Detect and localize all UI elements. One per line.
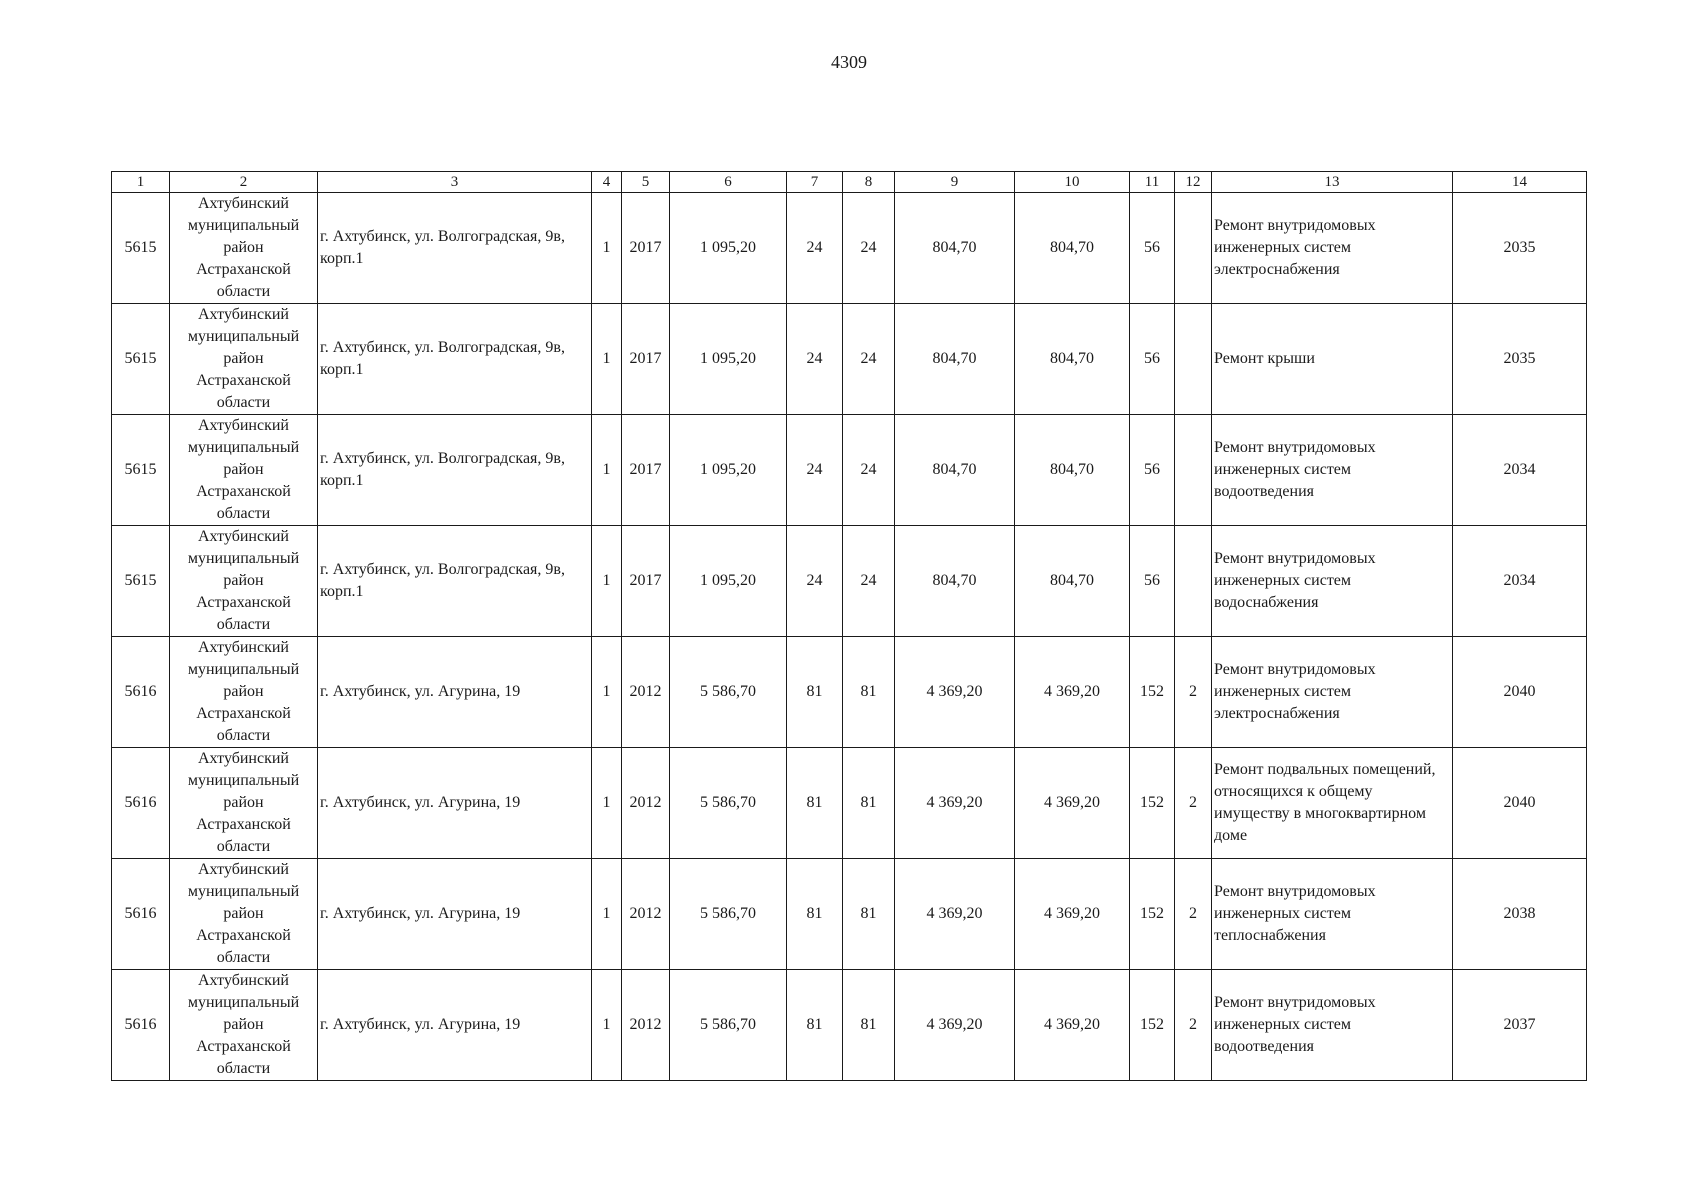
table-row [112, 637, 1587, 748]
cell-planned-year: 2034 [1453, 526, 1587, 637]
cell-col11: 56 [1130, 304, 1175, 415]
cell-work-type: Ремонт крыши [1212, 304, 1453, 415]
cell-col7: 81 [787, 637, 843, 748]
cell-col4: 1 [592, 748, 622, 859]
cell-planned-year: 2038 [1453, 859, 1587, 970]
column-header: 1 [112, 172, 170, 193]
cell-col8: 81 [843, 637, 895, 748]
cell-col12: 2 [1175, 748, 1212, 859]
table-row [112, 859, 1587, 970]
column-header: 11 [1130, 172, 1175, 193]
cell-col11: 56 [1130, 415, 1175, 526]
cell-year: 2017 [622, 193, 670, 304]
cell-col7: 24 [787, 304, 843, 415]
cell-col11: 56 [1130, 526, 1175, 637]
cell-col12 [1175, 415, 1212, 526]
cell-col9: 804,70 [895, 415, 1015, 526]
cell-address: г. Ахтубинск, ул. Волгоградская, 9в, корп.1 [318, 415, 592, 526]
cell-col9: 4 369,20 [895, 637, 1015, 748]
column-header: 2 [170, 172, 318, 193]
cell-total-area: 5 586,70 [670, 637, 787, 748]
cell-total-area: 1 095,20 [670, 526, 787, 637]
column-header: 9 [895, 172, 1015, 193]
cell-year: 2017 [622, 304, 670, 415]
cell-col7: 81 [787, 748, 843, 859]
cell-work-type: Ремонт подвальных помещений, относящихся к общему имуществу в многоквартирном доме [1212, 748, 1453, 859]
cell-col11: 56 [1130, 193, 1175, 304]
cell-planned-year: 2034 [1453, 415, 1587, 526]
cell-col9: 4 369,20 [895, 970, 1015, 1081]
column-header: 3 [318, 172, 592, 193]
cell-total-area: 1 095,20 [670, 193, 787, 304]
cell-col4: 1 [592, 304, 622, 415]
cell-id: 5615 [112, 526, 170, 637]
cell-total-area: 1 095,20 [670, 304, 787, 415]
cell-col7: 24 [787, 193, 843, 304]
cell-col9: 804,70 [895, 526, 1015, 637]
cell-col10: 4 369,20 [1015, 748, 1130, 859]
municipality-text: Ахтубинский муниципальный район Астраханской области [187, 750, 300, 855]
column-header: 10 [1015, 172, 1130, 193]
registry-table [111, 171, 1587, 1081]
cell-work-type: Ремонт внутридомовых инженерных систем теплоснабжения [1212, 859, 1453, 970]
cell-col11: 152 [1130, 859, 1175, 970]
municipality-text: Ахтубинский муниципальный район Астраханской области [187, 639, 300, 744]
cell-col10: 4 369,20 [1015, 637, 1130, 748]
cell-total-area: 5 586,70 [670, 748, 787, 859]
cell-col4: 1 [592, 526, 622, 637]
cell-col4: 1 [592, 637, 622, 748]
cell-year: 2012 [622, 637, 670, 748]
cell-work-type: Ремонт внутридомовых инженерных систем водоотведения [1212, 970, 1453, 1081]
cell-col8: 81 [843, 748, 895, 859]
table-row [112, 304, 1587, 415]
table-row [112, 415, 1587, 526]
page-number: 4309 [831, 52, 867, 72]
cell-col4: 1 [592, 415, 622, 526]
column-header: 4 [592, 172, 622, 193]
cell-id: 5615 [112, 304, 170, 415]
cell-planned-year: 2040 [1453, 748, 1587, 859]
cell-work-type: Ремонт внутридомовых инженерных систем электроснабжения [1212, 193, 1453, 304]
cell-col7: 81 [787, 970, 843, 1081]
column-header: 7 [787, 172, 843, 193]
cell-id: 5616 [112, 637, 170, 748]
table-header [112, 172, 1587, 193]
municipality-text: Ахтубинский муниципальный район Астраханской области [187, 972, 300, 1077]
cell-year: 2012 [622, 748, 670, 859]
cell-col10: 4 369,20 [1015, 970, 1130, 1081]
cell-address: г. Ахтубинск, ул. Агурина, 19 [318, 859, 592, 970]
cell-address: г. Ахтубинск, ул. Волгоградская, 9в, корп.1 [318, 193, 592, 304]
municipality-text: Ахтубинский муниципальный район Астраханской области [187, 861, 300, 966]
cell-total-area: 5 586,70 [670, 859, 787, 970]
cell-col8: 24 [843, 526, 895, 637]
cell-total-area: 1 095,20 [670, 415, 787, 526]
column-header: 13 [1212, 172, 1453, 193]
cell-id: 5616 [112, 970, 170, 1081]
cell-municipality [170, 637, 318, 748]
cell-col11: 152 [1130, 748, 1175, 859]
cell-municipality [170, 859, 318, 970]
column-header: 8 [843, 172, 895, 193]
cell-year: 2012 [622, 970, 670, 1081]
cell-col8: 24 [843, 304, 895, 415]
cell-municipality [170, 193, 318, 304]
cell-col12 [1175, 526, 1212, 637]
municipality-text: Ахтубинский муниципальный район Астраханской области [187, 528, 300, 633]
cell-col10: 804,70 [1015, 415, 1130, 526]
table-body [112, 193, 1587, 1081]
municipality-text: Ахтубинский муниципальный район Астраханской области [187, 417, 300, 522]
cell-col8: 81 [843, 970, 895, 1081]
cell-year: 2012 [622, 859, 670, 970]
cell-col4: 1 [592, 970, 622, 1081]
column-header: 5 [622, 172, 670, 193]
cell-municipality [170, 415, 318, 526]
cell-col12: 2 [1175, 859, 1212, 970]
cell-planned-year: 2040 [1453, 637, 1587, 748]
cell-col10: 804,70 [1015, 526, 1130, 637]
cell-col9: 4 369,20 [895, 859, 1015, 970]
cell-total-area: 5 586,70 [670, 970, 787, 1081]
cell-col11: 152 [1130, 970, 1175, 1081]
cell-municipality [170, 304, 318, 415]
cell-id: 5616 [112, 859, 170, 970]
cell-col8: 24 [843, 193, 895, 304]
column-header: 6 [670, 172, 787, 193]
cell-id: 5615 [112, 415, 170, 526]
cell-col9: 804,70 [895, 304, 1015, 415]
cell-col12: 2 [1175, 637, 1212, 748]
column-header: 12 [1175, 172, 1212, 193]
cell-planned-year: 2037 [1453, 970, 1587, 1081]
cell-col10: 804,70 [1015, 304, 1130, 415]
header-row [112, 172, 1587, 193]
cell-col12 [1175, 304, 1212, 415]
column-header: 14 [1453, 172, 1587, 193]
cell-col12 [1175, 193, 1212, 304]
cell-work-type: Ремонт внутридомовых инженерных систем водоснабжения [1212, 526, 1453, 637]
cell-col10: 804,70 [1015, 193, 1130, 304]
cell-col7: 81 [787, 859, 843, 970]
table-row [112, 193, 1587, 304]
cell-col8: 81 [843, 859, 895, 970]
cell-planned-year: 2035 [1453, 304, 1587, 415]
cell-id: 5615 [112, 193, 170, 304]
cell-col4: 1 [592, 859, 622, 970]
cell-address: г. Ахтубинск, ул. Агурина, 19 [318, 748, 592, 859]
municipality-text: Ахтубинский муниципальный район Астраханской области [187, 195, 300, 300]
cell-address: г. Ахтубинск, ул. Агурина, 19 [318, 970, 592, 1081]
cell-id: 5616 [112, 748, 170, 859]
cell-col10: 4 369,20 [1015, 859, 1130, 970]
table-row [112, 526, 1587, 637]
cell-address: г. Ахтубинск, ул. Волгоградская, 9в, корп.1 [318, 304, 592, 415]
cell-work-type: Ремонт внутридомовых инженерных систем электроснабжения [1212, 637, 1453, 748]
cell-municipality [170, 970, 318, 1081]
cell-col4: 1 [592, 193, 622, 304]
cell-municipality [170, 526, 318, 637]
table-row [112, 970, 1587, 1081]
cell-work-type: Ремонт внутридомовых инженерных систем водоотведения [1212, 415, 1453, 526]
cell-municipality [170, 748, 318, 859]
cell-col8: 24 [843, 415, 895, 526]
cell-planned-year: 2035 [1453, 193, 1587, 304]
cell-col9: 4 369,20 [895, 748, 1015, 859]
municipality-text: Ахтубинский муниципальный район Астраханской области [187, 306, 300, 411]
cell-col7: 24 [787, 415, 843, 526]
cell-address: г. Ахтубинск, ул. Агурина, 19 [318, 637, 592, 748]
table-row [112, 748, 1587, 859]
cell-col12: 2 [1175, 970, 1212, 1081]
cell-col9: 804,70 [895, 193, 1015, 304]
cell-year: 2017 [622, 415, 670, 526]
cell-year: 2017 [622, 526, 670, 637]
cell-col7: 24 [787, 526, 843, 637]
cell-col11: 152 [1130, 637, 1175, 748]
cell-address: г. Ахтубинск, ул. Волгоградская, 9в, корп.1 [318, 526, 592, 637]
